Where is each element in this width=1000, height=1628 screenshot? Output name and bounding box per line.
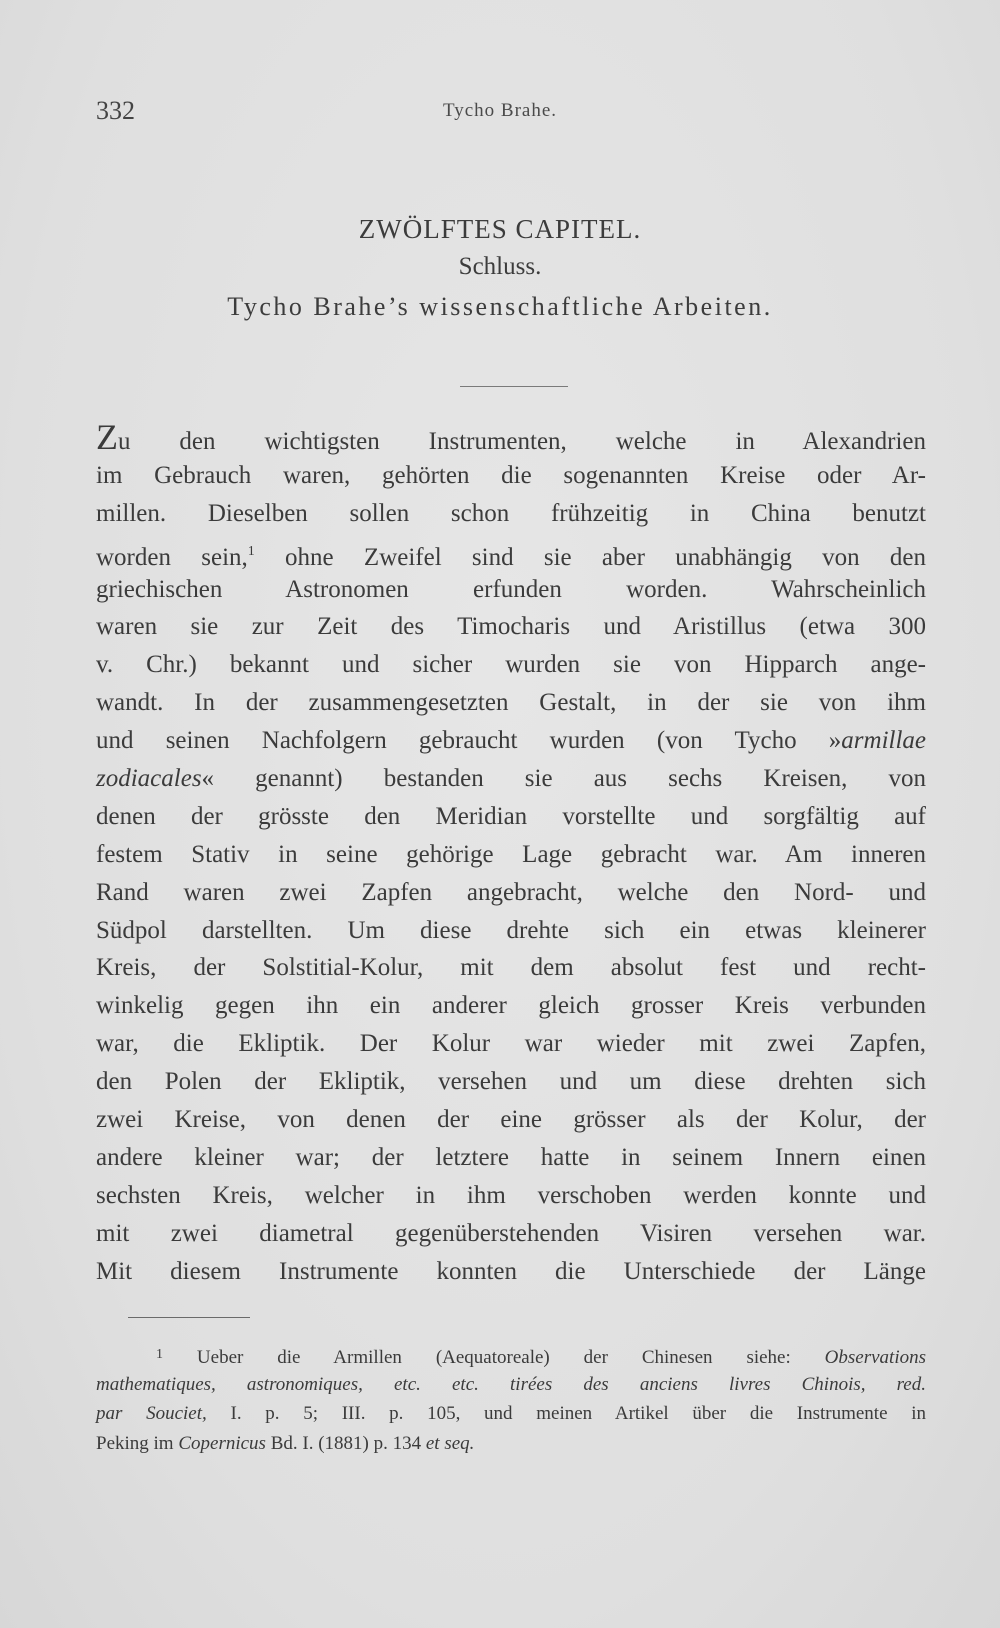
footnote (96, 1340, 926, 1458)
text-line: Südpol darstellten. Um diese drehte sich ein etwas kleinerer (96, 916, 926, 944)
text-line: worden sein,$^1$ ohne Zweifel sind sie aber unabhängig von den (96, 543, 927, 571)
chapter-title: ZWÖLFTES CAPITEL. (358, 214, 642, 244)
text-line: millen. Dieselben sollen schon frühzeitig in China benutzt (96, 499, 926, 527)
page-number: 332 (96, 96, 135, 125)
chapter-topic: Tycho Brahe’s wissenschaftliche Arbeiten. (227, 292, 773, 321)
text-line: sechsten Kreis, welcher in ihm verschoben werden konnte und (96, 1181, 926, 1209)
text-line: mit zwei diametral gegenüberstehenden Visiren versehen war. (96, 1219, 926, 1247)
text-line: den Polen der Ekliptik, versehen und um diese drehten sich (96, 1068, 926, 1096)
footnote-mark: 1 (156, 1347, 163, 1362)
footnote-line: par Souciet, I. p. 5; III. p. 105, und meinen Artikel über die Instrumente in (96, 1403, 926, 1424)
chapter-subtitle: Schluss. (458, 253, 542, 280)
footnote-reference: 1 (247, 543, 255, 559)
initial-letter: Z (96, 417, 118, 457)
text-line: Rand waren zwei Zapfen angebracht, welche den Nord- und (96, 878, 926, 906)
text-line: wandt. In der zusammengesetzten Gestalt, in der sie von ihm (96, 689, 926, 717)
body-text (96, 419, 926, 1290)
chapter-heading (96, 210, 904, 326)
footnote-divider (128, 1317, 250, 1318)
text-line: andere kleiner war; der letztere hatte in seinem Innern einen (96, 1143, 926, 1171)
footnote-line: mathematiques, astronomiques, etc. etc. tirées des anciens livres Chinois, red. (96, 1373, 926, 1395)
text-line: v. Chr.) bekannt und sicher wurden sie von Hipparch ange- (96, 651, 926, 679)
text-line: winkelig gegen ihn ein anderer gleich grosser Kreis verbunden (96, 992, 926, 1020)
text-line: denen der grösste den Meridian vorstellte und sorgfältig auf (96, 802, 926, 830)
running-title: Tycho Brahe. (442, 100, 558, 121)
text-line: waren sie zur Zeit des Timocharis und Aristillus (etwa 300 (96, 613, 926, 641)
text-line: zwei Kreise, von denen der eine grösser als der Kolur, der (96, 1106, 926, 1134)
text-line: Mit diesem Instrumente konnten die Unterschiede der Länge (96, 1257, 926, 1285)
text-line: und seinen Nachfolgern gebraucht wurden (von Tycho »armillae (96, 727, 926, 755)
text-line: zodiacales« genannt) bestanden sie aus sechs Kreisen, von (96, 765, 926, 793)
footnote-line: $^1$ Ueber die Armillen (Aequatoreale) der Chinesen siehe: Observations (156, 1347, 926, 1368)
section-divider (460, 386, 568, 387)
text-line: Zu den wichtigsten Instrumenten, welche in Alexandrien (96, 417, 926, 457)
running-head (96, 96, 904, 130)
text-line: griechischen Astronomen erfunden worden. Wahrscheinlich (96, 575, 926, 603)
text-line: war, die Ekliptik. Der Kolur war wieder mit zwei Zapfen, (96, 1030, 926, 1058)
text-line: im Gebrauch waren, gehörten die sogenannten Kreise oder Ar- (96, 461, 926, 489)
text-line: festem Stativ in seine gehörige Lage gebracht war. Am inneren (96, 840, 926, 868)
footnote-line: Peking im Copernicus Bd. I. (1881) p. 134 et seq. (96, 1432, 475, 1454)
text-line: Kreis, der Solstitial-Kolur, mit dem absolut fest und recht- (96, 954, 926, 982)
